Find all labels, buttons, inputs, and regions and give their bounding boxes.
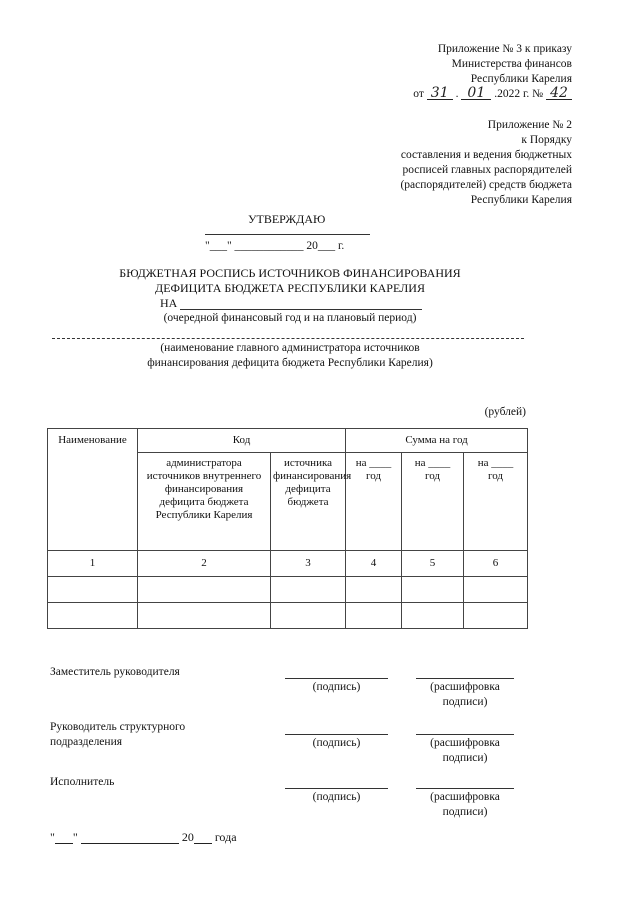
signature-role [50, 665, 180, 680]
table-cell [138, 603, 271, 629]
col-name-header: Наименование [48, 429, 138, 551]
budget-table [47, 428, 528, 629]
col-number: 2 [138, 551, 271, 577]
table-cell [48, 577, 138, 603]
col-number: 1 [48, 551, 138, 577]
sub-year1-header: на ____ год [346, 453, 402, 551]
sign-line [285, 734, 388, 735]
table-row [48, 603, 528, 629]
order-year: .2022 г. № [494, 88, 544, 100]
decode-line [416, 678, 514, 679]
footer-year-prefix: 20 [181, 830, 194, 844]
decode-label-line1: (расшифровка [430, 737, 500, 749]
sign-line [285, 788, 388, 789]
table-cell [346, 577, 402, 603]
sub-year3-header: на ____ год [464, 453, 528, 551]
col-number: 4 [346, 551, 402, 577]
sign-label: (подпись) [312, 791, 361, 803]
decode-label-line1: (расшифровка [430, 791, 500, 803]
period-na: НА [160, 296, 178, 310]
sign-label: (подпись) [312, 737, 361, 749]
signature-role-line2: подразделения [50, 736, 123, 748]
document-title [60, 266, 520, 296]
appendix2-line: составления и ведения бюджетных [400, 149, 572, 161]
period-caption: (очередной финансовый год и на плановый период) [163, 312, 417, 324]
period-line [180, 309, 422, 310]
signature-role-line1: Руководитель структурного [50, 721, 186, 733]
appendix3-line1: Приложение № 3 к приказу [437, 43, 572, 55]
signature-role-line1: Исполнитель [50, 776, 115, 788]
sub-admin-header: администратора источников внутреннего финансирования дефицита бюджета Республики Карелия [138, 453, 271, 551]
table-cell [346, 603, 402, 629]
appendix2-line: Республики Карелия [470, 194, 572, 206]
decode-label-line2: подписи) [442, 752, 488, 764]
appendix2-line: (распорядителей) средств бюджета [400, 179, 572, 191]
decode-label [410, 736, 520, 766]
sign-line [285, 678, 388, 679]
admin-caption-line1: (наименование главного администратора источников [160, 342, 420, 354]
table-cell [402, 603, 464, 629]
approval-title: УТВЕРЖДАЮ [248, 212, 326, 226]
table-cell [464, 603, 528, 629]
appendix3-line2: Министерства финансов [451, 58, 572, 70]
order-number: 42 [546, 87, 572, 100]
table-cell [271, 603, 346, 629]
decode-line [416, 734, 514, 735]
footer-quote-close: " [72, 830, 78, 844]
appendix2-line: к Порядку [521, 134, 572, 146]
col-number: 6 [464, 551, 528, 577]
table-number-row [48, 551, 528, 577]
approval-date: "___" ____________ 20___ г. [205, 240, 345, 252]
appendix3-block [413, 42, 572, 102]
signature-role [50, 720, 185, 750]
order-month: 01 [461, 87, 491, 100]
units-label: (рублей) [484, 406, 526, 418]
admin-caption-line2: финансирования дефицита бюджета Республики Карелия) [147, 357, 433, 369]
footer-quote-open: " [50, 830, 55, 844]
table-cell [48, 603, 138, 629]
col-sum-header: Сумма на год [346, 429, 528, 453]
appendix2-line: Приложение № 2 [487, 119, 572, 131]
footer-year-suffix: года [214, 830, 237, 844]
signature-role [50, 775, 114, 790]
decode-line [416, 788, 514, 789]
approval-signature-line [205, 234, 370, 235]
table-row [48, 577, 528, 603]
decode-label-line2: подписи) [442, 806, 488, 818]
decode-label [410, 680, 520, 710]
appendix3-date-line: от 31 . 01 .2022 г. № 42 [413, 87, 572, 102]
footer-date [50, 830, 237, 845]
signature-role-line1: Заместитель руководителя [50, 666, 180, 678]
decode-label-line2: подписи) [442, 696, 488, 708]
appendix2-line: росписей главных распорядителей [402, 164, 572, 176]
title-line2: ДЕФИЦИТА БЮДЖЕТА РЕСПУБЛИКИ КАРЕЛИЯ [155, 281, 425, 295]
date-prefix: от [413, 88, 424, 100]
table-cell [138, 577, 271, 603]
sub-source-header: источника финансирования дефицита бюджета [271, 453, 346, 551]
admin-name-line [52, 338, 524, 339]
title-line1: БЮДЖЕТНАЯ РОСПИСЬ ИСТОЧНИКОВ ФИНАНСИРОВАНИЯ [119, 266, 461, 280]
col-number: 5 [402, 551, 464, 577]
table-cell [464, 577, 528, 603]
table-header-row [48, 429, 528, 453]
sub-year2-header: на ____ год [402, 453, 464, 551]
sign-label: (подпись) [312, 681, 361, 693]
appendix2-block [400, 118, 572, 208]
admin-caption [60, 341, 520, 371]
decode-label-line1: (расшифровка [430, 681, 500, 693]
col-code-header: Код [138, 429, 346, 453]
order-day: 31 [427, 87, 453, 100]
table-cell [402, 577, 464, 603]
col-number: 3 [271, 551, 346, 577]
decode-label [410, 790, 520, 820]
appendix3-line3: Республики Карелия [470, 73, 572, 85]
table-cell [271, 577, 346, 603]
